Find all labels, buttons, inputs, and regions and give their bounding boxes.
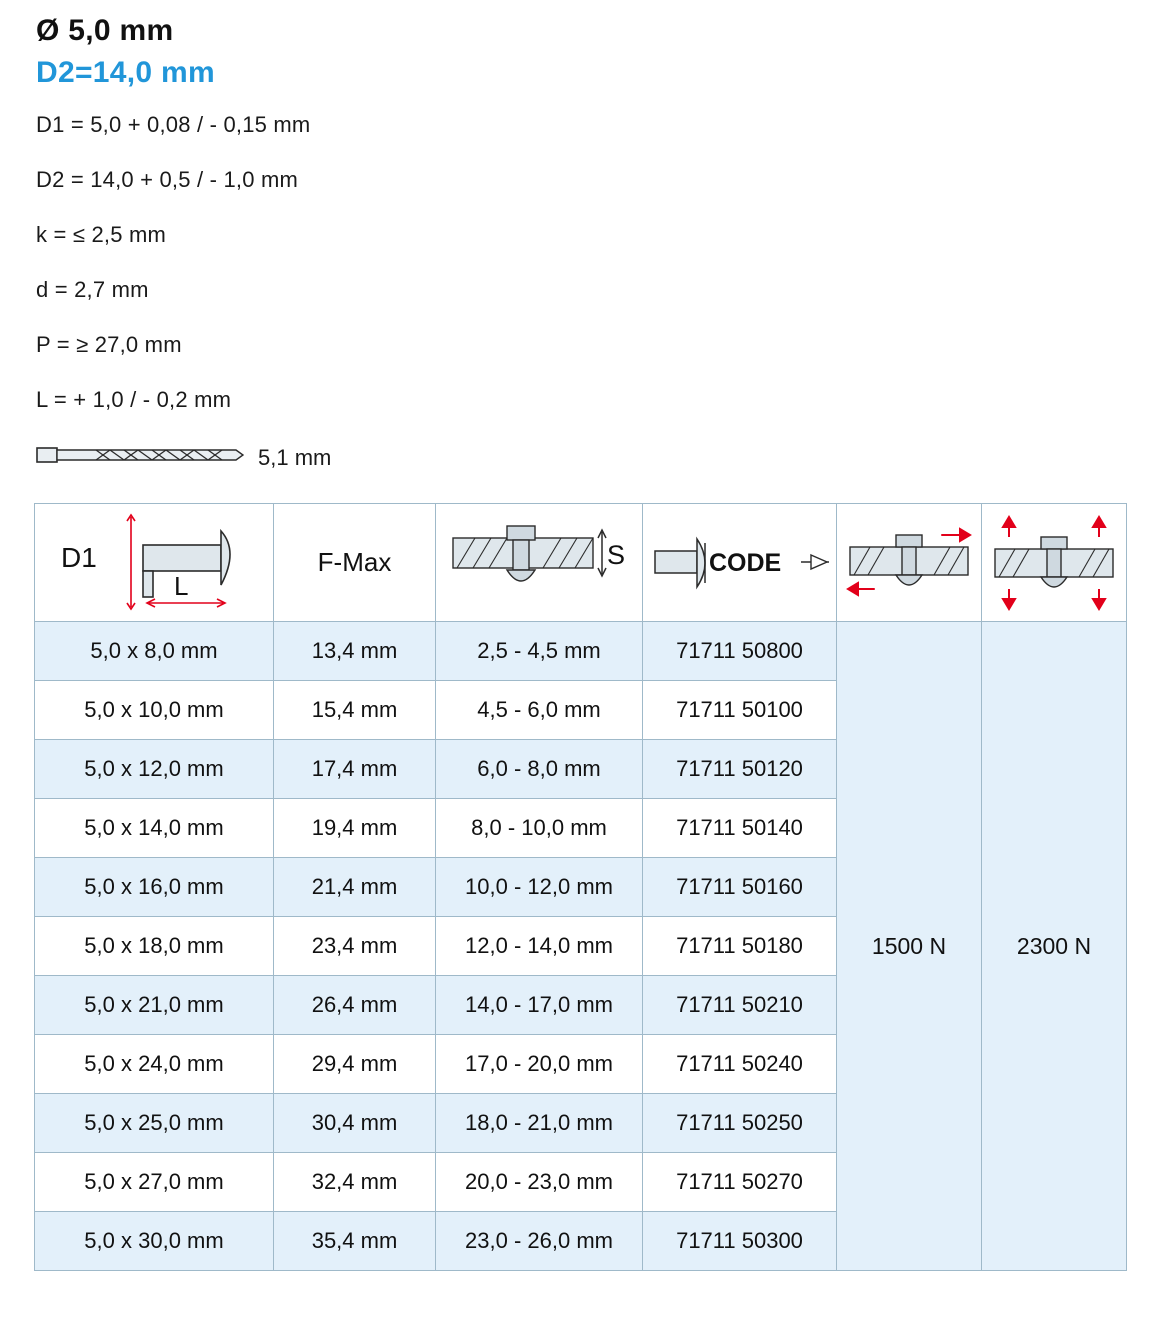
cell-size: 5,0 x 27,0 mm: [35, 1153, 274, 1212]
table-row: [35, 622, 1127, 681]
cell-size: 5,0 x 30,0 mm: [35, 1212, 274, 1271]
cell-code: 71711 50250: [643, 1094, 837, 1153]
spec-p: P = ≥ 27,0 mm: [36, 332, 182, 357]
cell-code: 71711 50270: [643, 1153, 837, 1212]
cell-range: 17,0 - 20,0 mm: [436, 1035, 643, 1094]
cell-fmax: 23,4 mm: [274, 917, 436, 976]
svg-text:D1: D1: [60, 541, 97, 573]
table-body: [35, 622, 1127, 1271]
drill-spec-row: [36, 442, 1126, 473]
spec-k: k = ≤ 2,5 mm: [36, 222, 167, 247]
cell-shear-force: 1500 N: [837, 622, 982, 1271]
page-subtitle: D2=14,0 mm: [36, 56, 215, 89]
rivet-specification-table: [34, 503, 1127, 1271]
cell-range: 12,0 - 14,0 mm: [436, 917, 643, 976]
cell-range: 2,5 - 4,5 mm: [436, 622, 643, 681]
cell-fmax: 35,4 mm: [274, 1212, 436, 1271]
shear-force-icon: [837, 521, 981, 605]
cell-size: 5,0 x 16,0 mm: [35, 858, 274, 917]
spec-d: d = 2,7 mm: [36, 277, 149, 302]
cell-code: 71711 50160: [643, 858, 837, 917]
cell-fmax: 21,4 mm: [274, 858, 436, 917]
cell-size: 5,0 x 21,0 mm: [35, 976, 274, 1035]
clamp-range-icon: [436, 516, 642, 610]
cell-code: 71711 50180: [643, 917, 837, 976]
svg-text:L: L: [173, 570, 188, 601]
cell-fmax: 15,4 mm: [274, 681, 436, 740]
cell-range: 23,0 - 26,0 mm: [436, 1212, 643, 1271]
svg-text:CODE: CODE: [708, 548, 781, 577]
cell-code: 71711 50300: [643, 1212, 837, 1271]
spec-l: L = + 1,0 / - 0,2 mm: [36, 387, 232, 412]
svg-text:S: S: [606, 539, 625, 570]
cell-size: 5,0 x 12,0 mm: [35, 740, 274, 799]
header-shear-force: [837, 504, 982, 622]
header-clamp-range: [436, 504, 643, 622]
header-fmax: F-Max: [274, 504, 436, 622]
cell-fmax: 30,4 mm: [274, 1094, 436, 1153]
cell-code: 71711 50140: [643, 799, 837, 858]
cell-range: 10,0 - 12,0 mm: [436, 858, 643, 917]
cell-fmax: 26,4 mm: [274, 976, 436, 1035]
tensile-force-icon: [982, 515, 1126, 611]
cell-fmax: 19,4 mm: [274, 799, 436, 858]
code-icon: [643, 533, 836, 593]
cell-fmax: 29,4 mm: [274, 1035, 436, 1094]
cell-size: 5,0 x 18,0 mm: [35, 917, 274, 976]
cell-range: 6,0 - 8,0 mm: [436, 740, 643, 799]
page-title: Ø 5,0 mm: [36, 14, 174, 47]
cell-code: 71711 50800: [643, 622, 837, 681]
cell-tensile-force: 2300 N: [982, 622, 1127, 1271]
cell-fmax: 13,4 mm: [274, 622, 436, 681]
header-code: [643, 504, 837, 622]
cell-size: 5,0 x 14,0 mm: [35, 799, 274, 858]
cell-size: 5,0 x 25,0 mm: [35, 1094, 274, 1153]
cell-size: 5,0 x 8,0 mm: [35, 622, 274, 681]
cell-code: 71711 50120: [643, 740, 837, 799]
cell-range: 20,0 - 23,0 mm: [436, 1153, 643, 1212]
cell-code: 71711 50100: [643, 681, 837, 740]
table-header-row: [35, 504, 1127, 622]
cell-range: 18,0 - 21,0 mm: [436, 1094, 643, 1153]
rivet-dimension-icon: [35, 511, 273, 615]
cell-code: 71711 50240: [643, 1035, 837, 1094]
drill-diameter-label: 5,1 mm: [258, 444, 332, 470]
spec-d1: D1 = 5,0 + 0,08 / - 0,15 mm: [36, 112, 311, 137]
cell-fmax: 17,4 mm: [274, 740, 436, 799]
spec-d2: D2 = 14,0 + 0,5 / - 1,0 mm: [36, 167, 298, 192]
cell-range: 4,5 - 6,0 mm: [436, 681, 643, 740]
cell-range: 8,0 - 10,0 mm: [436, 799, 643, 858]
cell-fmax: 32,4 mm: [274, 1153, 436, 1212]
cell-size: 5,0 x 24,0 mm: [35, 1035, 274, 1094]
cell-size: 5,0 x 10,0 mm: [35, 681, 274, 740]
cell-code: 71711 50210: [643, 976, 837, 1035]
header-dimensions: [35, 504, 274, 622]
cell-range: 14,0 - 17,0 mm: [436, 976, 643, 1035]
drill-bit-icon: [36, 442, 244, 473]
header-tensile-force: [982, 504, 1127, 622]
